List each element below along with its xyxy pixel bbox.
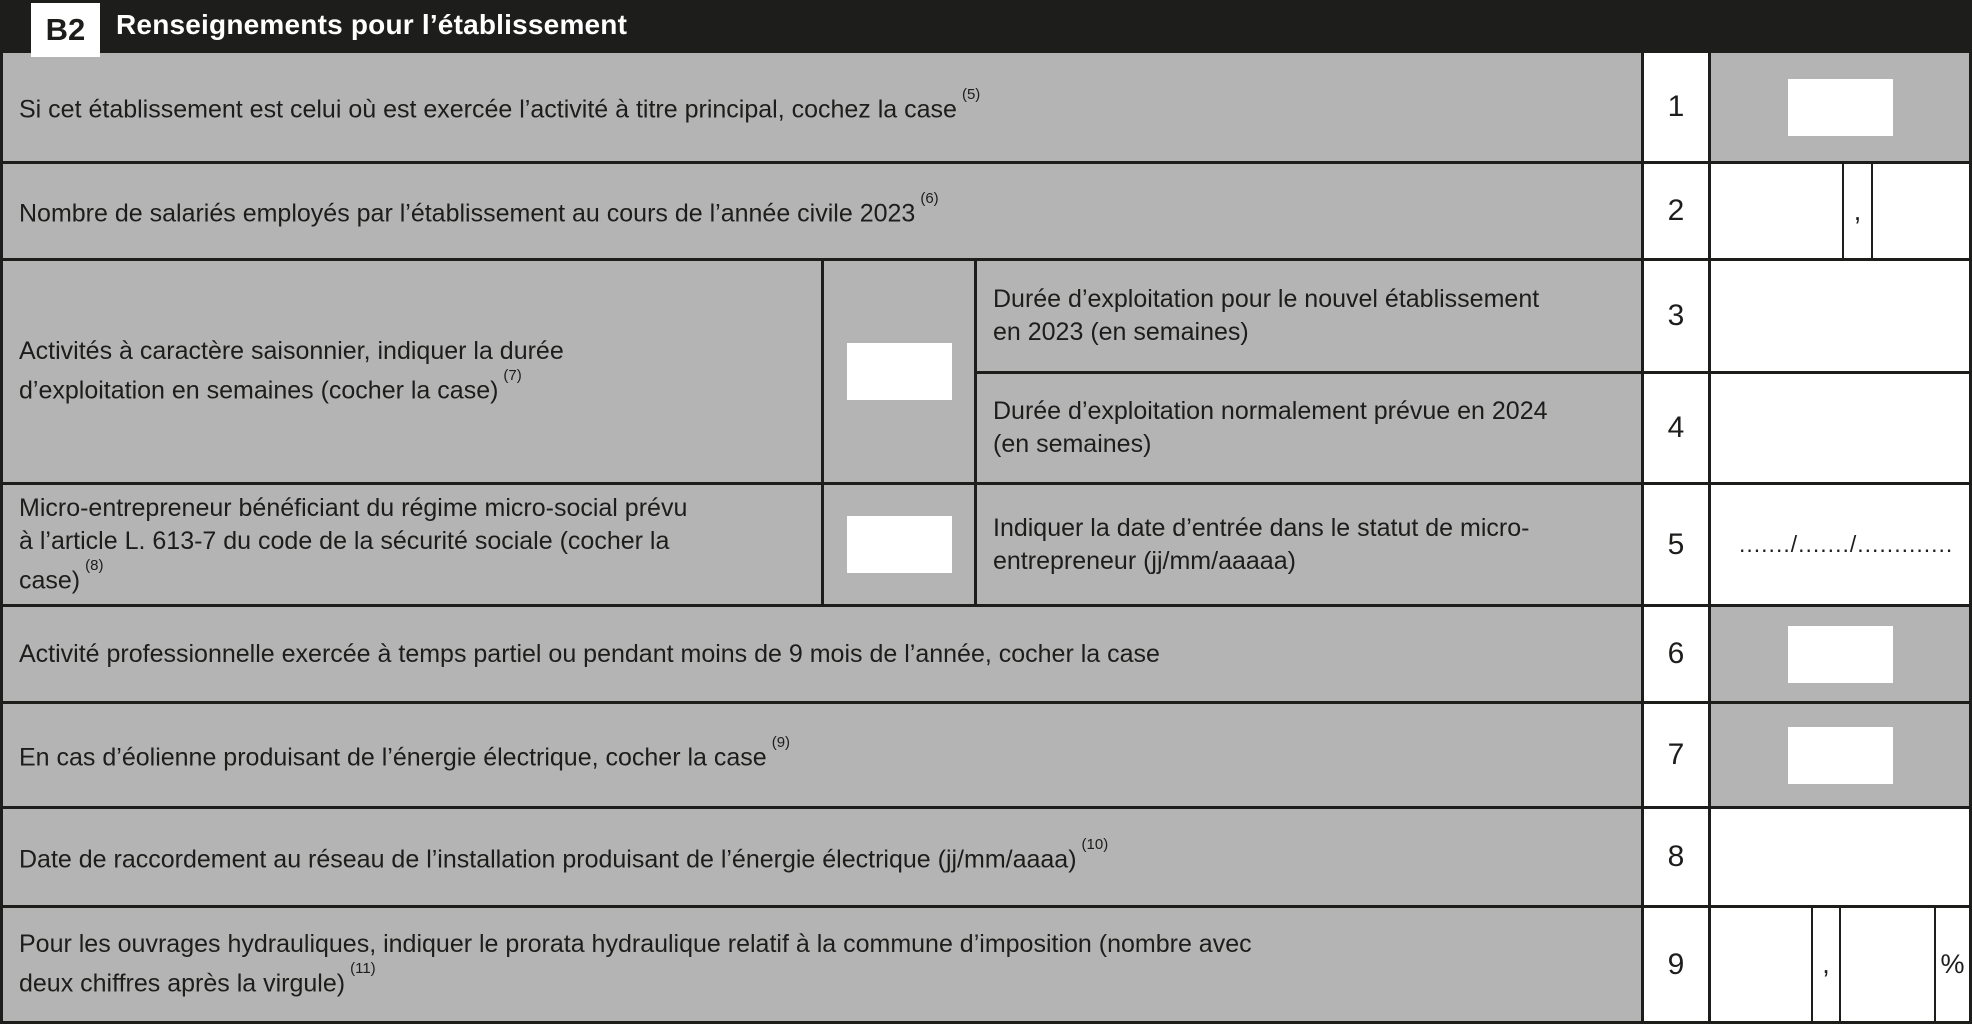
row6-value-cell (1711, 607, 1969, 701)
row7-line-number: 7 (1644, 704, 1708, 806)
footnote-7: (7) (503, 367, 522, 385)
row2-line-number: 2 (1644, 164, 1708, 258)
section-header (0, 0, 1972, 50)
row6-line-number: 6 (1644, 607, 1708, 701)
section-title: Renseignements pour l’établissement (116, 9, 628, 40)
row34-checkbox-cell (824, 261, 974, 482)
row9-percent-sign: % (1940, 949, 1965, 979)
row7-checkbox[interactable] (1788, 727, 1893, 784)
row8-value-field[interactable] (1711, 809, 1969, 905)
row5-line-number: 5 (1644, 485, 1708, 604)
row4-label: Durée d’exploitation normalement prévue en 2024 (en semaines) (977, 374, 1641, 482)
row9-decimal-field[interactable] (1841, 908, 1936, 1021)
footnote-6: (6) (920, 190, 939, 208)
footnote-9: (9) (771, 734, 791, 752)
row3-value-field[interactable] (1711, 261, 1969, 371)
row7-label: En cas d’éolienne produisant de l’énergie électrique, cocher la case$^{(9)}$ (3, 704, 1641, 806)
row9-label: Pour les ouvrages hydrauliques, indiquer le prorata hydraulique relatif à la commune d’imposition (nombre avec deux chiffres après la virgule)$^{(11)}$ (3, 908, 1641, 1021)
row5-label: Indiquer la date d’entrée dans le statut de micro-entrepreneur (jj/mm/aaaaa) (977, 485, 1641, 604)
row2-decimal-separator: , (1842, 164, 1873, 258)
row3-label: Durée d’exploitation pour le nouvel établissement en 2023 (en semaines) (977, 261, 1641, 371)
row4-value-field[interactable] (1711, 374, 1969, 482)
row2-label: Nombre de salariés employés par l’établissement au cours de l’année civile 2023$^{(6)}$ (3, 164, 1641, 258)
row5-checkbox[interactable] (847, 516, 952, 573)
form-table (0, 50, 1972, 1024)
row2-decimal-field[interactable] (1873, 164, 1969, 258)
row1-label: Si cet établissement est celui où est exercée l’activité à titre principal, cochez la case$^{(5)}$ (3, 53, 1641, 161)
row34-label: Activités à caractère saisonnier, indiquer la durée d’exploitation en semaines (cocher la case)$^{(7)}$ (3, 261, 821, 482)
row9-line-number: 9 (1644, 908, 1708, 1021)
row2-value-cell (1711, 164, 1969, 258)
row5-left-label: Micro-entrepreneur bénéficiant du régime micro-social prévu à l’article L. 613-7 du code de la sécurité sociale (cocher la case)$^{(8)}$ (3, 485, 821, 604)
row1-checkbox[interactable] (1788, 79, 1893, 136)
row3-line-number: 3 (1644, 261, 1708, 371)
row7-value-cell (1711, 704, 1969, 806)
row6-checkbox[interactable] (1788, 626, 1893, 683)
row9-value-cell (1711, 908, 1969, 1021)
row34-checkbox[interactable] (847, 343, 952, 400)
row1-value-cell (1711, 53, 1969, 161)
row1-line-number: 1 (1644, 53, 1708, 161)
row5-date-field[interactable]: ......./......./............. (1711, 485, 1969, 604)
row9-decimal-separator: , (1811, 908, 1841, 1021)
footnote-8: (8) (85, 556, 104, 574)
row2-integer-field[interactable] (1711, 164, 1842, 258)
row9-integer-field[interactable] (1711, 908, 1811, 1021)
footnote-10: (10) (1081, 836, 1109, 854)
row4-line-number: 4 (1644, 374, 1708, 482)
footnote-11: (11) (350, 960, 376, 978)
footnote-5: (5) (961, 86, 981, 104)
section-code: B2 (45, 12, 86, 47)
row6-label: Activité professionnelle exercée à temps partiel ou pendant moins de 9 mois de l’année, cocher la case (3, 607, 1641, 701)
row8-line-number: 8 (1644, 809, 1708, 905)
section-code-badge (31, 3, 100, 57)
row5-checkbox-cell (824, 485, 974, 604)
row8-label: Date de raccordement au réseau de l’installation produisant de l’énergie électrique (jj/mm/aaaa)$^{(10)}$ (3, 809, 1641, 905)
